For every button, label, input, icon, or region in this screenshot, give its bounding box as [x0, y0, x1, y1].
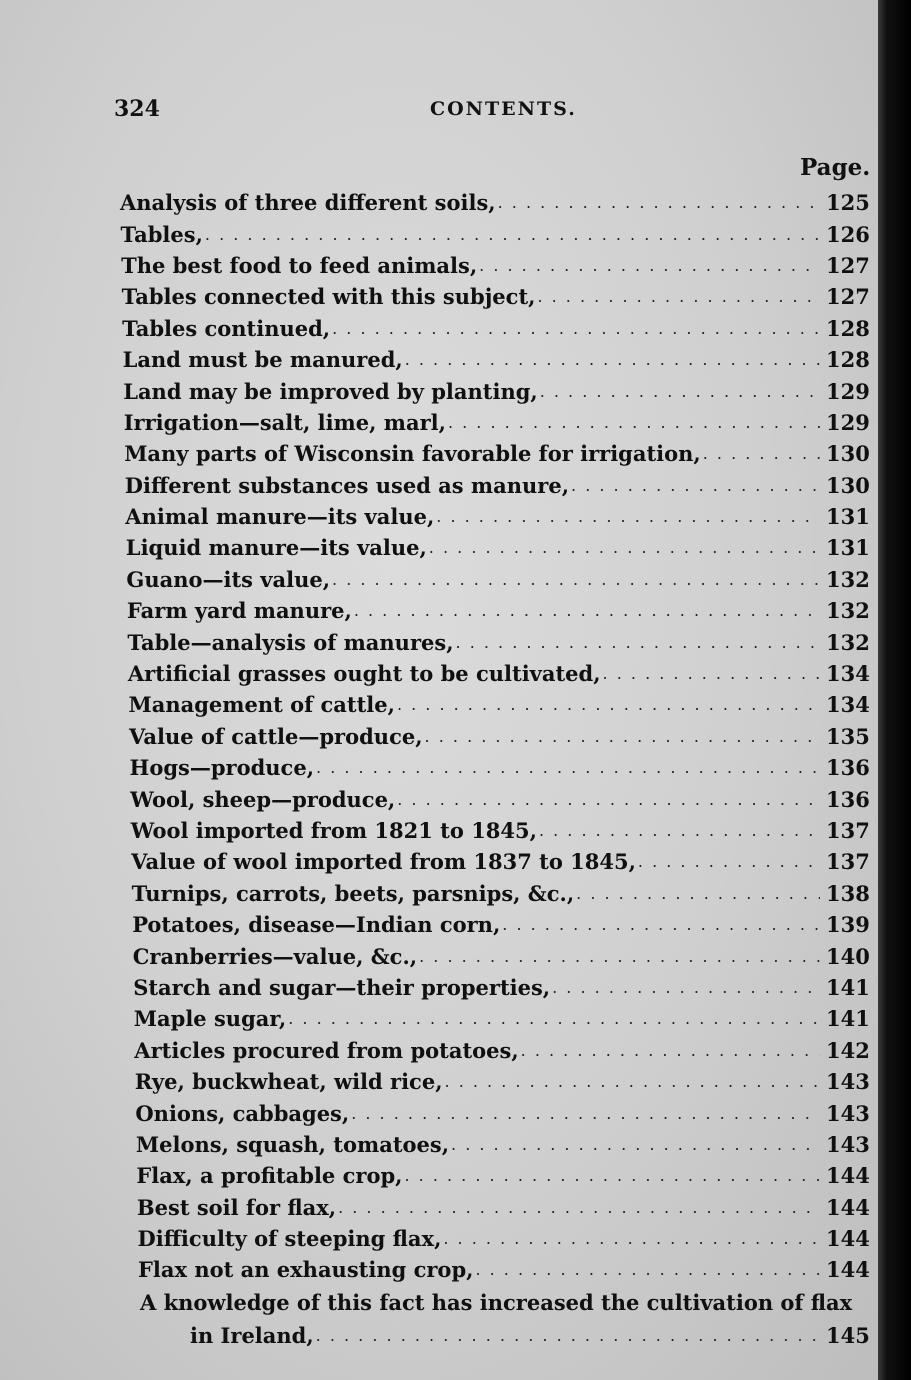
dot-leader — [443, 1229, 820, 1248]
toc-entry-title: Hogs—produce, — [129, 755, 315, 781]
toc-entry-page: 141 — [826, 1006, 870, 1032]
dot-leader — [552, 978, 820, 997]
toc-entry-page: 141 — [826, 974, 870, 1000]
toc-entry-title: The best food to feed animals, — [121, 252, 478, 278]
toc-entry-page: 130 — [826, 441, 870, 467]
toc-entry-title: Management of cattle, — [128, 692, 395, 718]
toc-entry-title: Melons, squash, tomatoes, — [135, 1131, 450, 1157]
toc-entry — [0, 1003, 878, 1034]
toc-entry-page: 138 — [826, 880, 870, 906]
toc-entry — [0, 878, 878, 909]
dot-leader — [571, 476, 820, 495]
dot-leader — [521, 1041, 820, 1060]
toc-entry — [0, 909, 878, 940]
dot-leader — [456, 633, 820, 652]
toc-entry-title: Rye, buckwheat, wild rice, — [134, 1069, 443, 1095]
toc-entry-page: 143 — [826, 1131, 870, 1157]
toc-entry-page: 134 — [826, 661, 870, 687]
toc-entry-page: 126 — [826, 221, 870, 247]
toc-entry — [0, 721, 878, 752]
toc-entry — [0, 846, 878, 877]
dot-leader — [316, 1326, 820, 1345]
toc-entry-page: 135 — [826, 723, 870, 749]
dot-leader — [502, 915, 820, 934]
dot-leader — [603, 664, 820, 683]
toc-entry — [0, 564, 878, 595]
toc-entry — [0, 626, 878, 657]
dot-leader — [425, 727, 820, 746]
toc-entry-title: Difficulty of steeping flax, — [137, 1226, 442, 1252]
dot-leader — [537, 287, 820, 306]
toc-entry — [0, 187, 878, 218]
toc-entry-multiline-first — [0, 1286, 878, 1320]
dot-leader — [316, 758, 820, 777]
table-of-contents — [0, 187, 878, 1351]
toc-entry-page: 127 — [826, 252, 870, 278]
toc-entry — [0, 438, 878, 469]
toc-entry — [0, 940, 878, 971]
toc-entry-title: Cranberries—value, &c., — [132, 943, 418, 969]
toc-entry-title: Maple sugar, — [133, 1006, 287, 1032]
toc-entry-title-line2: in Ireland, — [190, 1322, 314, 1348]
dot-leader — [479, 256, 820, 275]
dot-leader — [404, 1166, 820, 1185]
toc-entry — [0, 1097, 878, 1128]
toc-entry — [0, 1192, 878, 1223]
toc-entry — [0, 281, 878, 312]
toc-entry-page: 129 — [826, 409, 870, 435]
dot-leader — [475, 1260, 820, 1279]
toc-entry-title: Flax not an exhausting crop, — [138, 1257, 474, 1283]
toc-entry-title: Articles procured from potatoes, — [134, 1037, 519, 1063]
dot-leader — [351, 1104, 820, 1123]
toc-entry-page: 144 — [826, 1194, 870, 1220]
toc-entry-multiline-second — [0, 1320, 878, 1351]
toc-entry-title: Animal manure—its value, — [125, 504, 435, 530]
dot-leader — [638, 852, 820, 871]
toc-entry — [0, 1066, 878, 1097]
toc-entry-title: Turnips, carrots, beets, parsnips, &c., — [131, 880, 575, 906]
toc-entry-page: 131 — [826, 504, 870, 530]
toc-entry-title: Tables connected with this subject, — [121, 284, 536, 310]
toc-entry-title: Flax, a profitable crop, — [136, 1163, 403, 1189]
toc-entry-title: Wool imported from 1821 to 1845, — [130, 818, 537, 843]
toc-entry-page: 143 — [826, 1069, 870, 1095]
dot-leader — [419, 947, 820, 966]
dot-leader — [397, 695, 820, 714]
toc-entry-title: Land must be manured, — [122, 347, 403, 373]
dot-leader — [332, 319, 820, 338]
toc-entry-title: Potatoes, disease—Indian corn, — [132, 912, 501, 938]
toc-entry-page: 125 — [826, 190, 870, 216]
book-binding-edge — [878, 0, 911, 1380]
toc-entry — [0, 1254, 878, 1285]
toc-entry — [0, 218, 878, 249]
toc-entry-title: Value of cattle—produce, — [129, 723, 423, 749]
toc-entry — [0, 1129, 878, 1160]
dot-leader — [448, 413, 820, 432]
toc-entry-page: 128 — [826, 315, 870, 341]
toc-entry-page: 127 — [826, 284, 870, 310]
toc-entry — [0, 1223, 878, 1254]
toc-entry-title: Liquid manure—its value, — [125, 535, 427, 561]
dot-leader — [354, 601, 820, 620]
toc-entry-title: Irrigation—salt, lime, marl, — [123, 409, 446, 435]
toc-entry — [0, 658, 878, 689]
toc-entry — [0, 689, 878, 720]
dot-leader — [338, 1198, 820, 1217]
toc-entry-page: 132 — [826, 598, 870, 624]
dot-leader — [405, 350, 820, 369]
toc-entry-page: 139 — [826, 912, 870, 938]
toc-entry-title: Tables continued, — [122, 315, 331, 341]
toc-entry-page: 136 — [826, 755, 870, 781]
toc-entry-page: 144 — [826, 1163, 870, 1189]
dot-leader — [397, 790, 820, 809]
toc-entry-page: 140 — [826, 943, 870, 969]
page-column-label: Page. — [800, 154, 871, 181]
toc-entry-page: 131 — [826, 535, 870, 561]
page-number: 324 — [114, 96, 160, 122]
toc-entry-title: Different substances used as manure, — [124, 472, 570, 498]
running-title: CONTENTS. — [430, 98, 577, 120]
toc-entry-title: Analysis of three different soils, — [120, 190, 496, 216]
toc-entry-page: 136 — [826, 786, 870, 812]
toc-entry-page: 144 — [826, 1257, 870, 1283]
dot-leader — [540, 382, 820, 401]
toc-entry-title: Onions, cabbages, — [135, 1100, 350, 1126]
toc-entry — [0, 752, 878, 783]
toc-entry-page: 145 — [826, 1322, 870, 1348]
toc-entry-page: 128 — [826, 347, 870, 373]
toc-entry-page: 132 — [826, 629, 870, 655]
toc-entry-title: Starch and sugar—their properties, — [133, 974, 551, 1000]
toc-entry — [0, 532, 878, 563]
toc-entry — [0, 972, 878, 1003]
toc-entry-title: Land may be improved by planting, — [123, 378, 538, 404]
dot-leader — [445, 1072, 820, 1091]
toc-entry-title-line1: A knowledge of this fact has increased the cultivation of flax — [140, 1290, 853, 1316]
toc-entry — [0, 375, 878, 406]
toc-entry-page: 130 — [826, 472, 870, 498]
toc-entry-title: Tables, — [120, 221, 203, 247]
toc-entry-page: 137 — [826, 818, 870, 843]
toc-entry — [0, 815, 878, 846]
toc-entry-title: Best soil for flax, — [136, 1194, 337, 1220]
toc-entry — [0, 250, 878, 281]
toc-entry — [0, 1035, 878, 1066]
toc-entry-title: Table—analysis of manures, — [127, 629, 454, 655]
toc-entry-page: 129 — [826, 378, 870, 404]
toc-entry — [0, 595, 878, 626]
toc-entry-page: 132 — [826, 566, 870, 592]
toc-entry-title: Many parts of Wisconsin favorable for irrigation, — [124, 441, 701, 467]
toc-entry-title: Wool, sheep—produce, — [130, 786, 396, 812]
dot-leader — [436, 507, 820, 526]
page-header — [0, 96, 878, 126]
dot-leader — [288, 1009, 820, 1028]
toc-entry-title: Value of wool imported from 1837 to 1845, — [131, 849, 636, 875]
toc-entry-title: Artificial grasses ought to be cultivated, — [127, 661, 601, 687]
dot-leader — [205, 225, 820, 244]
toc-entry-page: 143 — [826, 1100, 870, 1126]
dot-leader — [703, 444, 820, 463]
dot-leader — [576, 884, 820, 903]
dot-leader — [498, 193, 820, 212]
toc-entry-page: 134 — [826, 692, 870, 718]
toc-entry — [0, 470, 878, 501]
toc-entry-title: Guano—its value, — [126, 566, 331, 592]
dot-leader — [451, 1135, 820, 1154]
dot-leader — [332, 570, 820, 589]
toc-entry — [0, 407, 878, 438]
toc-entry-page: 142 — [826, 1037, 870, 1063]
toc-entry-page: 137 — [826, 849, 870, 875]
toc-entry-page: 144 — [826, 1226, 870, 1252]
toc-entry-title: Farm yard manure, — [126, 598, 352, 624]
toc-entry — [0, 783, 878, 814]
toc-entry — [0, 313, 878, 344]
toc-entry — [0, 344, 878, 375]
dot-leader — [539, 821, 820, 840]
toc-entry — [0, 1160, 878, 1191]
dot-leader — [429, 538, 820, 557]
toc-entry — [0, 501, 878, 532]
